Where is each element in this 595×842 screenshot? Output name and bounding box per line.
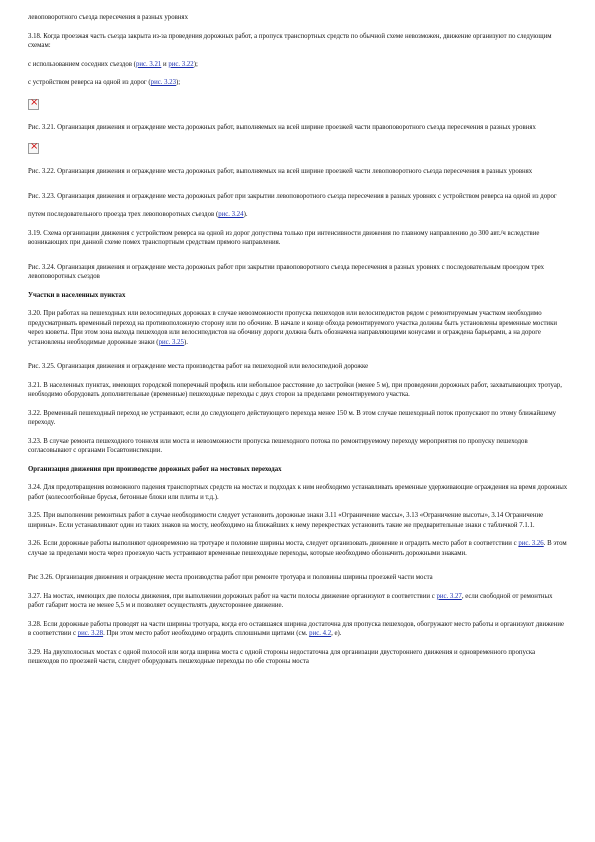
- text: с использованием соседних съездов (: [28, 60, 136, 68]
- text: , если свободной от ремонтных работ габарит моста не менее 5,5 м и позволяет осуществлять двухстороннее движение.: [28, 592, 553, 609]
- link-fig-3-24[interactable]: рис. 3.24: [218, 211, 244, 218]
- text: с устройством реверса на одной из дорог (: [28, 79, 151, 86]
- figure-caption-3-23: Рис. 3.23. Организация движения и ограждение места дорожных работ при закрытии левоповоротного съезда пересечения в разных уровнях с устройством реверса на одной из дорог: [28, 192, 557, 200]
- paragraph-3-19: 3.19. Схема организации движения с устройством реверса на одной из дорог допустима только при интенсивности движения по главному направлению до 300 авт./ч вследствие возникающих при данной схеме помех транспортным средствам прямого направления.: [28, 229, 540, 246]
- text: );: [193, 60, 198, 68]
- link-fig-3-27[interactable]: рис. 3.27: [436, 592, 462, 600]
- text: );: [176, 79, 181, 86]
- paragraph-3-18: 3.18. Когда проезжая часть съезда закрыта из-за проведения дорожных работ, а пропуск транспортных средств по обычной схеме невозможен, движение организуют по следующим схемам:: [28, 32, 552, 49]
- link-fig-3-22[interactable]: рис. 3.22: [168, 60, 194, 68]
- paragraph-3-22: 3.22. Временный пешеходный переход не устраивают, если до следующего действующего перехода менее 150 м. В этом случае пешеходный поток пропускают по этому ближайшему переходу.: [28, 409, 557, 426]
- section-heading-settlements: Участки в населенных пунктах: [28, 291, 126, 299]
- link-fig-3-21[interactable]: рис. 3.21: [135, 60, 162, 68]
- figure-caption-3-21: Рис. 3.21. Организация движения и ограждение места дорожных работ, выполняемых на всей ширине проезжей части правоповоротного съезда пересечения в разных уровнях: [28, 123, 536, 131]
- text: 3.20. При работах на пешеходных или велосипедных дорожках в случае невозможности пропуска пешеходов или велосипедистов рядом с ремонтируемым участком необходимо предусматривать временный переход на противоположную сторону или по обочине. В начале и конце обхода ремонтируемого участка должны быть установлены временные мостики через кюветы. При этом зона выхода пешеходов или велосипедистов на обочину дороги должна быть обозначена направляющими конусами и ограждена барьерами, а на дороге установлены необходимые дорожные знаки (: [28, 310, 558, 346]
- document-page: [28, 13, 568, 676]
- paragraph-3-28: [28, 620, 568, 639]
- text: 3.26. Если дорожные работы выполняют одновременно на тротуаре и половине ширины моста, следует организовать движение и оградить место работ в соответствии с: [28, 540, 519, 547]
- paragraph-3-24: 3.24. Для предотвращения возможного падения транспортных средств на мостах и подходах к ним необходимо устанавливать временные удерживающие ограждения на время дорожных работ (колесоотбойные брусья, бетонные блоки или плиты и т.д.).: [28, 484, 568, 501]
- broken-image-icon: [28, 99, 39, 110]
- link-fig-3-28[interactable]: рис. 3.28: [77, 630, 104, 637]
- paragraph-3-27: [28, 592, 568, 611]
- text: . В этом случае за пределами моста через проезжую часть устраивают временные пешеходные переходы, которые необходимо обозначить дорожными знаками.: [28, 540, 567, 557]
- paragraph-3-29: 3.29. На двухполосных мостах с одной полосой или когда ширина моста с одной стороны недостаточна для организации двустороннего движения и одновременного пропуска пешеходов по проезжей части, следует оборудовать пешеходные переходы по обе стороны моста: [28, 648, 536, 665]
- text: 3.28. Если дорожные работы проводят на части ширины тротуара, когда его оставшаяся ширина достаточна для пропуска пешеходов, обогружают место работы и организуют движение в соответствии с: [28, 620, 564, 637]
- text: ).: [183, 338, 188, 346]
- link-fig-3-25[interactable]: рис. 3.25: [158, 338, 184, 346]
- paragraph-3-25: 3.25. При выполнении ремонтных работ в случае необходимости следует установить дорожные знаки 3.11 «Ограничение массы», 3.13 «Ограничение высоты», 3.14 Ограничение ширины». Если устанавливают один из таких знаков на мосту, необходимо на ближайших к нему перекрестках установить такие же предварительные знаки с табличкой 7.1.1.: [28, 512, 544, 529]
- link-fig-3-23[interactable]: рис. 3.23: [150, 79, 177, 86]
- paragraph-3-20: [28, 309, 568, 347]
- section-heading-bridges: Организация движения при производстве дорожных работ на мостовых переходах: [28, 465, 282, 473]
- figure-caption-3-25: Рис. 3.25. Организация движения и ограждение места производства работ на пешеходной или велосипедной дорожке: [28, 363, 369, 370]
- text: 3.27. На мостах, имеющих две полосы движения, при выполнении дорожных работ на части полосы движение организуют в соответствии с: [28, 592, 437, 600]
- paragraph-3-21: 3.21. В населенных пунктах, имеющих городской поперечный профиль или небольшое расстояние до застройки (менее 5 м), при проведении дорожных работ, захватывающих тротуар, необходимо оборудовать дополнительные (временные) пешеходные переходы с двух сторон за пределами ремонтируемого участка.: [28, 381, 562, 398]
- paragraph-3-26: [28, 539, 568, 558]
- text: , е).: [331, 630, 342, 637]
- figure-caption-3-24: Рис. 3.24. Организация движения и ограждение места дорожных работ при закрытии правоповоротного съезда пересечения в разных уровнях с последовательным проездом трех левоповоротных съездов: [28, 263, 545, 280]
- text: ).: [243, 211, 248, 218]
- text: и: [161, 60, 169, 68]
- scheme-item-reverse: [28, 78, 568, 88]
- broken-image-icon: [28, 143, 39, 154]
- scheme-item-neighbor-ramps: [28, 60, 568, 70]
- scheme-item-sequential: [28, 210, 568, 220]
- figure-caption-3-26: Рис 3.26. Организация движения и ограждение места производства работ при ремонте тротуара и половины ширины проезжей части моста: [28, 574, 433, 581]
- figure-caption-3-22: Рис. 3.22. Организация движения и ограждение места дорожных работ, выполняемых на всей ширине проезжей части левоповоротного съезда пересечения в разных уровнях: [28, 168, 533, 175]
- link-fig-3-26[interactable]: рис. 3.26: [518, 540, 544, 547]
- text: путем последовательного проезда трех левоповоротных съездов (: [28, 211, 219, 218]
- paragraph-continuation: левоповоротного съезда пересечения в разных уровнях: [28, 14, 188, 21]
- link-fig-4-2[interactable]: рис. 4.2: [309, 630, 332, 637]
- paragraph-3-23: 3.23. В случае ремонта пешеходного тоннеля или моста и невозможности пропуска пешеходного потока по ремонтируемому переходу мероприятия по пропуску пешеходов согласовывают с органами Госавтоинспекции.: [28, 437, 528, 454]
- text: . При этом место работ необходимо оградить сплошными щитами (см.: [103, 630, 310, 637]
